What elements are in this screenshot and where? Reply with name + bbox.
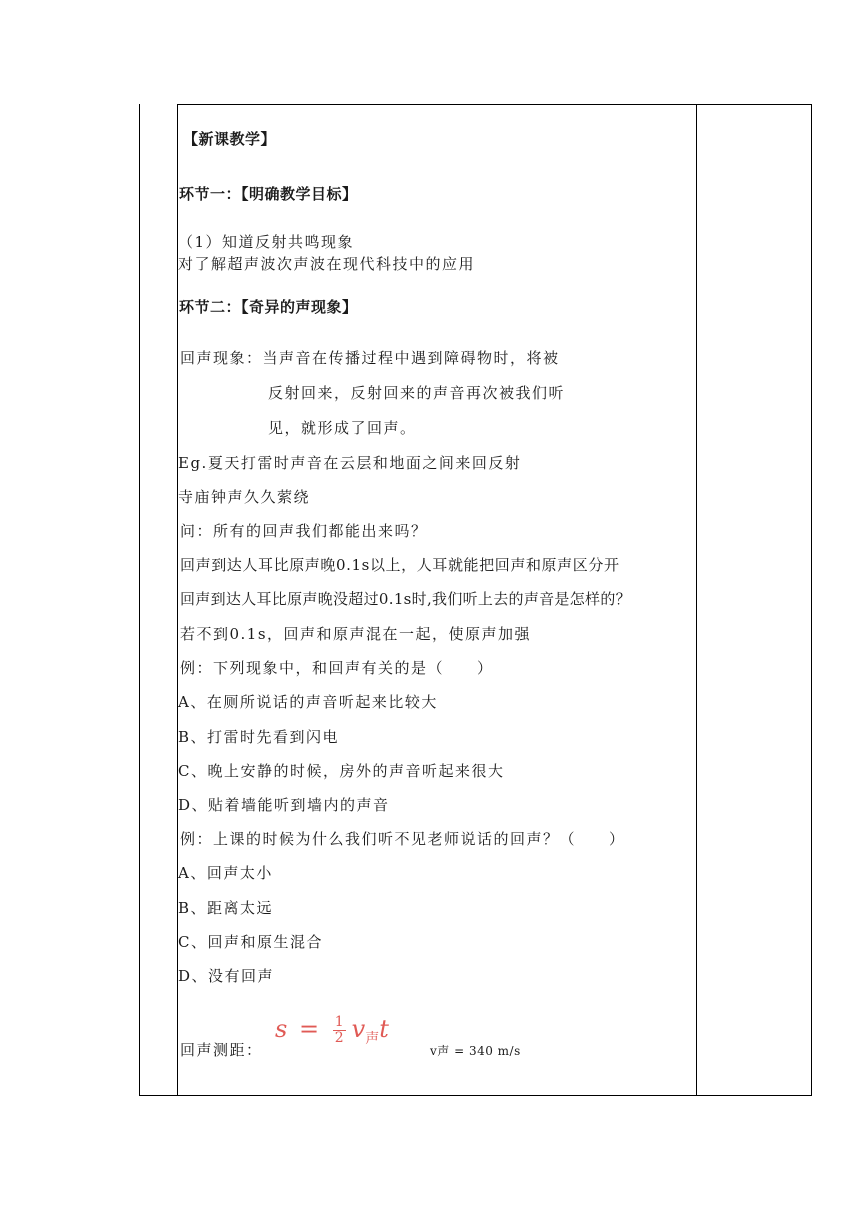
echo-fact-2: 回声到达人耳比原声晚没超过0.1s时,我们听上去的声音是怎样的？ — [180, 590, 631, 608]
formula-equals: = — [298, 1015, 320, 1043]
formula-fraction — [333, 1015, 346, 1046]
formula-v: v — [351, 1015, 366, 1043]
formula-s: s — [275, 1015, 288, 1043]
echo-definition-line-1: 回声现象：当声音在传播过程中遇到障碍物时，将被 — [180, 349, 560, 367]
goal-2: 对了解超声波次声波在现代科技中的应用 — [178, 255, 476, 273]
table-outer-left-border — [139, 104, 140, 1096]
speed-of-sound: v声 = 340 m/s — [430, 1044, 521, 1058]
echo-distance-formula — [275, 1014, 389, 1048]
example-2-option-b: B、距离太远 — [178, 899, 274, 917]
echo-example-2: 寺庙钟声久久萦绕 — [178, 488, 311, 506]
example-1-option-c: C、晚上安静的时候，房外的声音听起来很大 — [178, 762, 505, 780]
table-right-border — [811, 104, 812, 1096]
example-1-option-b: B、打雷时先看到闪电 — [178, 728, 340, 746]
section-title: 【新课教学】 — [183, 130, 277, 148]
echo-question: 问：所有的回声我们都能出来吗？ — [180, 522, 428, 540]
formula-subscript: 声 — [365, 1031, 380, 1047]
echo-ranging-label: 回声测距： — [180, 1041, 263, 1059]
fraction-numerator: 1 — [334, 1014, 344, 1030]
example-1-option-d: D、贴着墙能听到墙内的声音 — [178, 796, 390, 814]
example-1-question: 例：下列现象中，和回声有关的是（ ） — [180, 659, 494, 677]
table-bottom-border — [139, 1095, 812, 1096]
step2-heading: 环节二：【奇异的声现象】 — [179, 298, 358, 316]
example-2-question: 例：上课的时候为什么我们听不见老师说话的回声？（ ） — [180, 830, 626, 848]
echo-definition-line-2: 反射回来，反射回来的声音再次被我们听 — [268, 384, 566, 402]
step1-heading: 环节一：【明确教学目标】 — [179, 185, 358, 203]
example-2-option-c: C、回声和原生混合 — [178, 933, 323, 951]
fraction-denominator: 2 — [334, 1030, 344, 1046]
echo-definition-line-3: 见，就形成了回声。 — [268, 419, 417, 437]
echo-fact-1: 回声到达人耳比原声晚0.1s以上，人耳就能把回声和原声区分开 — [180, 556, 620, 574]
goal-1: （1）知道反射共鸣现象 — [178, 233, 355, 251]
echo-fact-3: 若不到0.1s，回声和原声混在一起，使原声加强 — [180, 625, 532, 643]
example-2-option-a: A、回声太小 — [178, 864, 273, 882]
example-1-option-a: A、在厕所说话的声音听起来比较大 — [178, 693, 438, 711]
formula-t: t — [379, 1015, 389, 1043]
example-2-option-d: D、没有回声 — [178, 967, 275, 985]
echo-example-1: Eg.夏天打雷时声音在云层和地面之间来回反射 — [178, 454, 522, 472]
table-middle-border — [696, 104, 697, 1096]
table-top-border — [177, 104, 812, 105]
